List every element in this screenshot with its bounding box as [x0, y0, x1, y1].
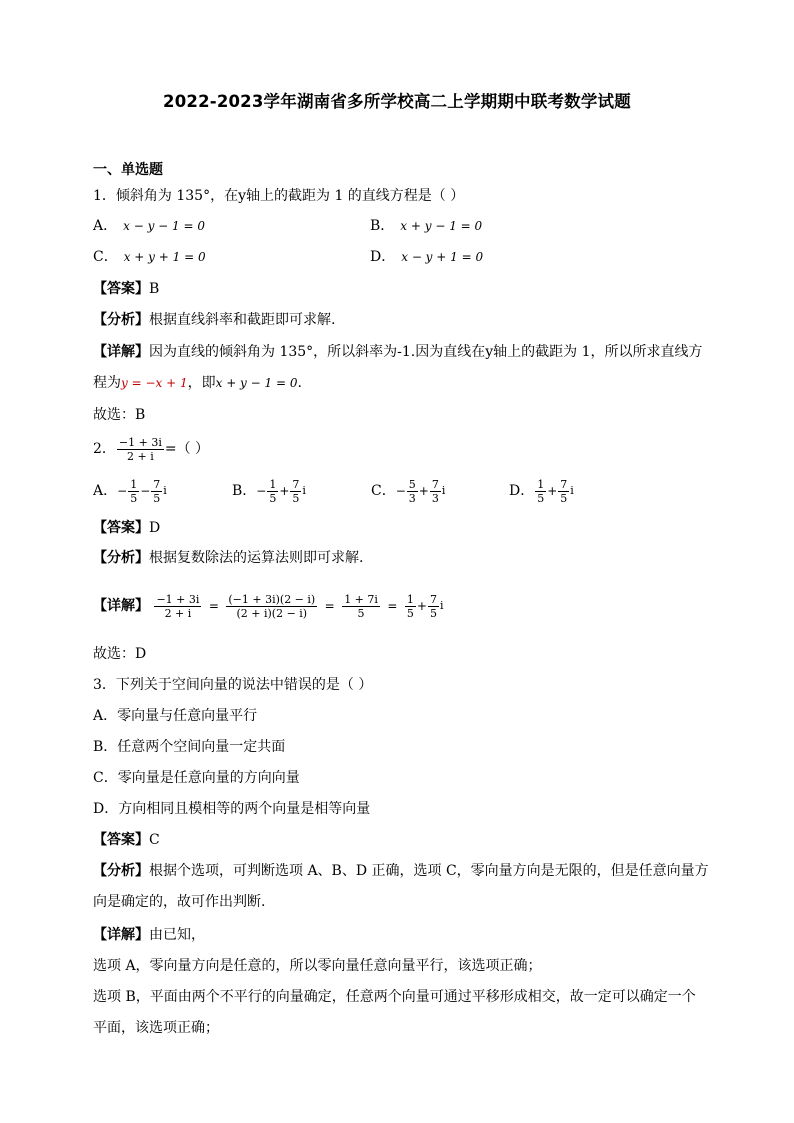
q3-detail-line4: 平面，该选项正确； [93, 1020, 219, 1036]
q2-conclusion: 故选：D [93, 646, 147, 662]
q2-option-b: B．− $\frac{1}{5}$ + $\frac{7}{5}$ i [232, 477, 306, 505]
q3-option-b: B．任意两个空间向量一定共面 [93, 739, 286, 755]
q2-answer: 【答案】D [93, 520, 161, 536]
q2-analysis: 【分析】根据复数除法的运算法则即可求解. [93, 550, 364, 566]
q3-option-a: A．零向量与任意向量平行 [93, 708, 258, 724]
q3-detail-line1: 【详解】由已知， [93, 927, 205, 943]
q1-option-c: C． x + y + 1 = 0 [93, 249, 206, 265]
q2-option-d: D． $\frac{1}{5}$ + $\frac{7}{5}$ i [509, 477, 574, 505]
q1-option-d: D． x − y + 1 = 0 [370, 249, 484, 265]
q3-answer: 【答案】C [93, 832, 160, 848]
q2-option-c: C．− $\frac{5}{3}$ + $\frac{7}{3}$ i [371, 477, 446, 505]
q1-analysis: 【分析】根据直线斜率和截距即可求解. [93, 312, 336, 328]
q1-detail-line2: 程为y = −x + 1，即x + y − 1 = 0. [93, 375, 302, 391]
q1-detail-line1: 【详解】因为直线的倾斜角为 135°，所以斜率为-1.因为直线在y轴上的截距为 1，所以所求直线方 [93, 344, 703, 360]
q2-stem: 2． $\frac{-1 + 3i}{2 + i}$ =（ ） [93, 435, 210, 463]
q1-option-a: A． x − y − 1 = 0 [93, 218, 205, 234]
q3-option-c: C．零向量是任意向量的方向向量 [93, 770, 300, 786]
section-heading: 一、单选题 [93, 162, 163, 178]
q1-option-b: B． x + y − 1 = 0 [370, 218, 483, 234]
q3-detail-line3: 选项 B，平面由两个不平行的向量确定，任意两个向量可通过平移形成相交，故一定可以确定一个 [93, 989, 696, 1005]
q1-stem: 1．倾斜角为 135°，在y轴上的截距为 1 的直线方程是（ ） [93, 188, 465, 204]
q3-analysis-line2: 向是确定的，故可作出判断. [93, 894, 266, 910]
q3-option-d: D．方向相同且模相等的两个向量是相等向量 [93, 801, 371, 817]
q1-answer: 【答案】B [93, 281, 160, 297]
q2-detail: 【详解】 $\frac{-1 + 3i}{2 + i}$ = $\frac{(-1 + 3i)(2 - i)}{(2 + i)(2 - i)}$ = $\frac{1 + 7i}{5}$ = $\frac{1}{5}$ + $\frac{7}{5}$ i [93, 592, 444, 620]
q2-option-a: A．− $\frac{1}{5}$ − $\frac{7}{5}$ i [93, 477, 167, 505]
q3-detail-line2: 选项 A，零向量方向是任意的，所以零向量任意向量平行，该选项正确； [93, 958, 542, 974]
page-title: 2022-2023学年湖南省多所学校高二上学期期中联考数学试题 [163, 92, 631, 111]
q3-analysis-line1: 【分析】根据个选项，可判断选项 A、B、D 正确，选项 C，零向量方向是无限的，但是任意向量方 [93, 863, 709, 879]
q3-stem: 3．下列关于空间向量的说法中错误的是（ ） [93, 677, 373, 693]
q1-conclusion: 故选：B [93, 407, 146, 423]
